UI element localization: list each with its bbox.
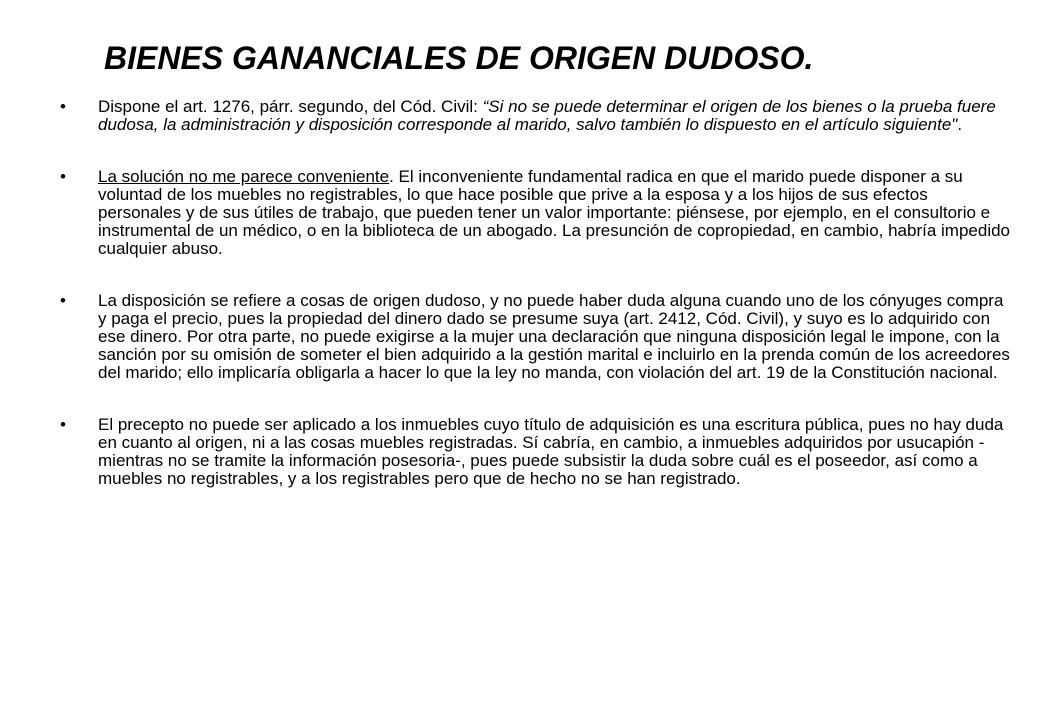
bullet-item-4 <box>60 416 1015 488</box>
bullet-text: Dispone el art. 1276, párr. segundo, del Cód. Civil: <box>98 97 483 116</box>
bullet-list <box>60 98 1015 522</box>
slide-title: BIENES GANANCIALES DE ORIGEN DUDOSO. <box>104 40 814 76</box>
bullet-icon: • <box>60 291 66 310</box>
bullet-icon: • <box>60 415 66 434</box>
bullet-text: La disposición se refiere a cosas de origen dudoso, y no puede haber duda alguna cuando uno de los cónyuges compra y paga el precio, pues la propiedad del dinero dado se presume suya (art. 2412, Cód. Civil), y suyo es lo adquirido con ese dinero. Por otra parte, no puede exigirse a la mujer una declaración que ninguna disposición legal le impone, con la sanción por su omisión de someter el bien adquirido a la gestión marital e incluirlo en la prenda común de los acreedores del marido; ello implicaría obligarla a hacer lo que la ley no manda, con violación del art. 19 de la Constitución nacional. <box>98 291 1010 382</box>
bullet-text: El precepto no puede ser aplicado a los inmuebles cuyo título de adquisición es una escritura pública, pues no hay duda en cuanto al origen, ni a las cosas muebles registradas. Sí cabría, en cambio, a inmuebles adquiridos por usucapión -mientras no se tramite la información posesoria-, pues puede subsistir la duda sobre cuál es el poseedor, así como a muebles no registrables, y a los registrables pero que de hecho no se han registrado. <box>98 415 1004 488</box>
bullet-text: . El inconveniente fundamental radica en que el marido puede disponer a su voluntad de los muebles no registrables, lo que hace posible que prive a la esposa y a los hijos de sus efectos personales y de sus útiles de trabajo, que pueden tener un valor importante: piénsese, por ejemplo, en el consultorio e instrumental de un médico, o en la biblioteca de un abogado. La presunción de copropiedad, en cambio, habría impedido cualquier abuso. <box>98 167 1011 258</box>
bullet-item-2 <box>60 168 1015 258</box>
bullet-quote: “Si no se puede determinar el origen de los bienes o la prueba fuere dudosa, la administración y disposición corresponde al marido, salvo también lo dispuesto en el artículo siguiente" <box>98 97 996 134</box>
bullet-icon: • <box>60 97 66 116</box>
bullet-text-end: . <box>957 115 963 134</box>
bullet-item-1 <box>60 98 1015 134</box>
bullet-underlined-phrase: La solución no me parece conveniente <box>98 167 390 186</box>
bullet-item-3 <box>60 292 1015 382</box>
bullet-icon: • <box>60 167 66 186</box>
